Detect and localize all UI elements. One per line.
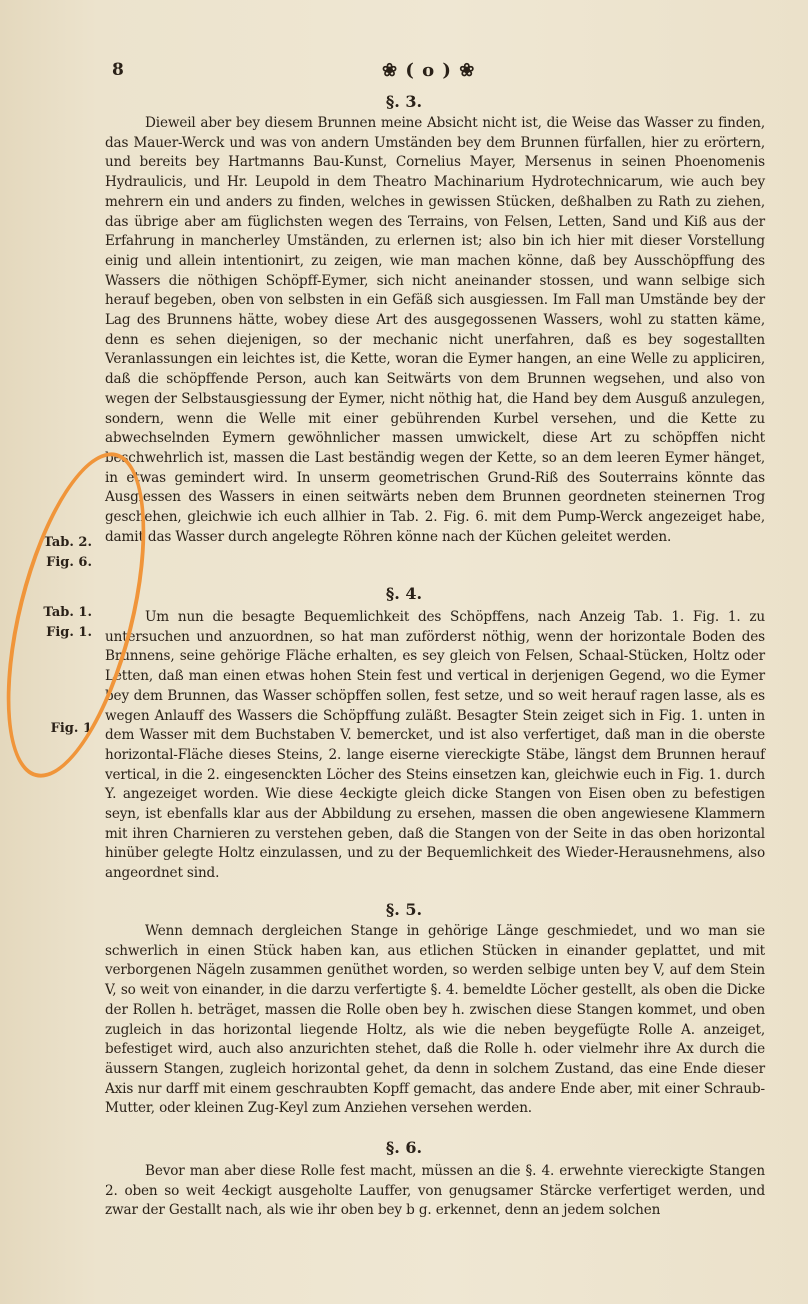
margin-note-fig1-second: Fig. 1 (50, 721, 92, 736)
running-head-ornament: ❀ ( o ) ❀ (382, 60, 476, 81)
section-heading-4: §. 4. (385, 584, 423, 603)
section-text-6: Bevor man aber diese Rolle fest macht, müssen an die §. 4. erwehnte viereckigte Stangen 2. oben so weit 4eckigt ausgeholte Lauffer, von genugsamer Stärcke verfertiget werden, und zwar der Gestallt nach, als wie ihr oben bey b g. erkennet, denn an jedem solchen (105, 1163, 765, 1219)
page-header (0, 58, 808, 88)
section-text-5: Wenn demnach dergleichen Stange in gehörige Länge geschmiedet, und wo man sie schwerlich in einen Stück haben kan, aus etlichen Stücken in einander geplattet, und mit verborgenen Nägeln zusammen genüthet worden, so werden selbige unten bey V, auf dem Stein V, so weit von einander, in die darzu verfertigte §. 4. bemeldte Löcher gestellt, als oben die Dicke der Rollen h. beträget, massen die Rolle oben bey h. zwischen diese Stangen kommet, und oben zugleich in das horizontal liegende Holtz, als wie die neben beygefügte Rolle A. anzeiget, befestiget wird, auch also anzurichten stehet, daß die Rolle h. oder vielmehr ihre Ax durch die äussern Stangen, zugleich horizontal gehet, da denn in solchem Zustand, das eine Ende dieser Axis nur darff mit einem geschraubten Kopff gemacht, das andere Ende aber, mit einer Schraub-Mutter, oder kleinen Zug-Keyl zum Anziehen versehen werden. (105, 923, 765, 1117)
section-text-3: Dieweil aber bey diesem Brunnen meine Absicht nicht ist, die Weise das Wasser zu finden, das Mauer-Werck und was von andern Umständen bey dem Brunnen fürfallen, hier zu erörtern, und bereits bey Hartmanns Bau-Kunst, Cornelius Mayer, Mersenus in seinen Phoenomenis Hydraulicis, und Hr. Leupold in dem Theatro Machinarium Hydrotechnicarum, wie auch bey mehrern ein und anders zu finden, welches in gewissen Stücken, deßhalben zu Rath zu ziehen, das übrige aber am füglichsten wegen des Terrains, von Felsen, Letten, Sand und Kiß aus der Erfahrung in mancherley Umständen, zu erlernen ist; also bin ich hier mit dieser Vorstellung einig und allein intentionirt, zu zeigen, wie man machen könne, daß bey Ausschöpffung des Wassers die nöthigen Schöpff-Eymer, sich nicht aneinander stossen, und wann selbige sich herauf begeben, oben von selbsten in ein Gefäß sich ausgiessen. Im Fall man Umstände bey der Lag des Brunnens hätte, wobey diese Art des ausgegossenen Wassers, wohl zu statten käme, denn es sehen diejenigen, so der mechanic nicht unerfahren, daß es bey sogestallten Veranlassungen ein leichtes ist, die Kette, woran die Eymer hangen, an eine Welle zu appliciren, daß die schöpffende Person, auch kan Seitwärts von dem Brunnen wegsehen, und also von wegen der Selbstausgiessung der Eymer, nicht nöthig hat, die Hand bey dem Ausguß anzulegen, sondern, wenn die Welle mit einer gebührenden Kurbel versehen, und die Kette zu abwechselnden Eymern gewöhnlicher massen umwickelt, diese Art zu schöpffen nicht beschwehrlich ist, massen die Last beständig wegen der Kette, so an dem leeren Eymer hänget, in etwas gemindert wird. In unserm geometrischen Grund-Riß des Souterrains könnte das Ausgiessen des Wassers in einen seitwärts neben dem Brunnen geordneten steinernen Trog geschehen, gleichwie ich euch allhier in Tab. 2. Fig. 6. mit dem Pump-Werck angezeiget habe, damit das Wasser durch angelegte Röhren könne nach der Küchen geleitet werden. (105, 115, 765, 545)
page-number: 8 (112, 60, 124, 80)
margin-note-tab1: Tab. 1. (43, 605, 92, 620)
section-heading-6: §. 6. (385, 1138, 423, 1157)
section-text-4: Um nun die besagte Bequemlichkeit des Schöpffens, nach Anzeig Tab. 1. Fig. 1. zu untersuchen und anzuordnen, so hat man zuförderst nöthig, wenn der horizontale Boden des Brunnens, seine gehörige Fläche erhalten, es sey gleich von Felsen, Schaal-Stücken, Holtz oder Letten, daß man einen etwas hohen Stein fest und vertical in derjenigen Gegend, wo die Eymer bey dem Brunnen, das Wasser schöpffen sollen, fest setze, und so weit herauf ragen lasse, als es wegen Anlauff des Wassers die Schöpffung zuläßt. Besagter Stein zeiget sich in Fig. 1. unten in dem Wasser mit dem Buchstaben V. bemercket, und ist also verfertiget, daß man in die oberste horizontal-Fläche dieses Steins, 2. lange eiserne viereckigte Stäbe, längst dem Brunnen herauf vertical, in die 2. eingesenckten Löcher des Steins einsetzen kan, gleichwie euch in Fig. 1. durch Y. angezeiget worden. Wie diese 4eckigte gleich dicke Stangen von Eisen oben zu befestigen seyn, ist ebenfalls klar aus der Abbildung zu ersehen, massen die oben angewiesene Klammern mit ihren Charnieren zu verstehen geben, daß die Stangen von der Seite in das oben horizontal hinüber gelegte Holtz einzulassen, und zu der Bequemlichkeit des Wieder-Herausnehmens, also angeordnet sind. (105, 609, 765, 882)
margin-note-tab2: Tab. 2. (43, 535, 92, 550)
margin-note-fig1: Fig. 1. (46, 625, 92, 640)
section-heading-3: §. 3. (385, 92, 423, 111)
section-heading-5: §. 5. (385, 900, 423, 919)
margin-note-fig6: Fig. 6. (46, 555, 92, 570)
